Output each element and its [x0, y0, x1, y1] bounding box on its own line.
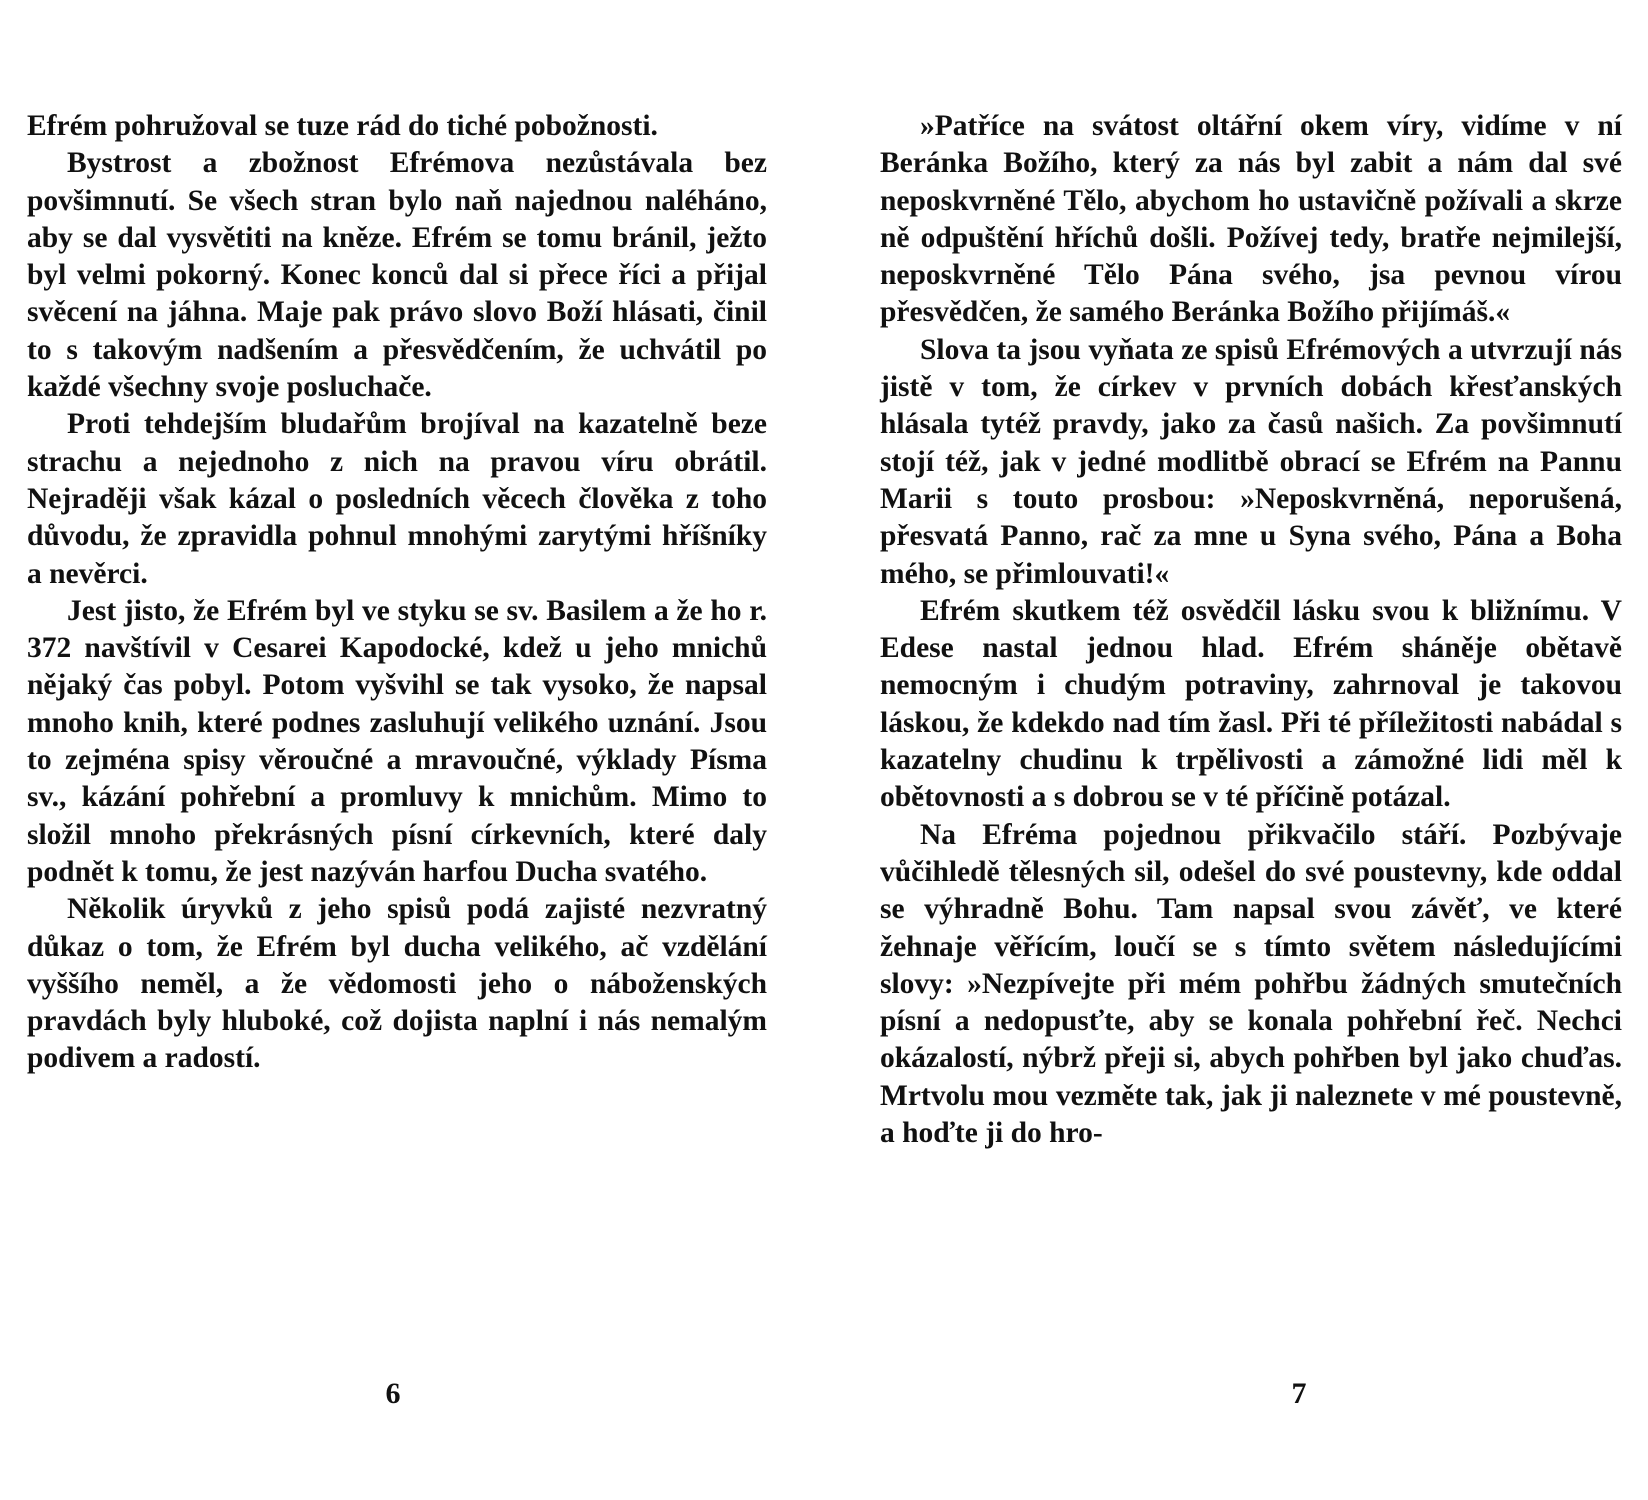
left-paragraph-1: Efrém pohružoval se tuze rád do tiché pobožnosti.	[27, 110, 658, 142]
left-page-number: 6	[385, 1377, 401, 1410]
left-paragraph-5: Několik úryvků z jeho spisů podá zajisté nezvratný důkaz o tom, že Efrém byl ducha velikého, ač vzdělání vyššího neměl, a že vědomosti jeho o náboženských pravdách byly hluboké, což dojista naplní i nás nemalým podivem a radostí.	[27, 893, 767, 1075]
left-paragraph-3: Proti tehdejším bludařům brojíval na kazatelně beze strachu a nejednoho z nich na pravou víru obrátil. Nejraději však kázal o posledních věcech člověka z toho důvodu, že zpravidla pohnul mnohými zarytými hříšníky a nevěrci.	[27, 408, 767, 590]
right-paragraph-2: Slova ta jsou vyňata ze spisů Efrémových a utvrzují nás jistě v tom, že církev v prvních dobách křesťanských hlásala tytéž pravdy, jako za časů našich. Za povšimnutí stojí též, jak v jedné modlitbě obrací se Efrém na Pannu Marii s touto prosbou: »Neposkvrněná, neporušená, přesvatá Panno, rač za mne u Syna svého, Pána a Boha mého, se přimlouvati!«	[880, 333, 1622, 590]
right-paragraph-4: Na Efréma pojednou přikvačilo stáří. Pozbývaje vůčihledě tělesných sil, odešel do své poustevny, kde oddal se výhradně Bohu. Tam napsal svou závěť, ve které žehnaje věřícím, loučí se s tímto světem následujícími slovy: »Nezpívejte při mém pohřbu žádných smutečních písní a nedopusťte, aby se konala pohřební řeč. Nechci okázalostí, nýbrž přeji si, abych pohřben byl jako chuďas. Mrtvolu mou vezměte tak, jak ji naleznete v mé poustevně, a hoďte ji do hro-	[880, 818, 1622, 1150]
left-page-text	[27, 108, 767, 1078]
right-paragraph-1: »Patříce na svátost oltářní okem víry, vidíme v ní Beránka Božího, který za nás byl zabit a nám dal své neposkvrněné Tělo, abychom ho ustavičně požívali a skrze ně odpuštění hříchů došli. Požívej tedy, bratře nejmilejší, neposkvrněné Tělo Pána svého, jsa pevnou vírou přesvědčen, že samého Beránka Božího přijímáš.«	[880, 110, 1622, 329]
right-paragraph-3: Efrém skutkem též osvědčil lásku svou k bližnímu. V Edese nastal jednou hlad. Efrém sháněje obětavě nemocným i chudým potraviny, zahrnoval je takovou láskou, že kdekdo nad tím žasl. Při té příležitosti nabádal s kazatelny chudinu k trpělivosti a zámožné lidi měl k obětovnosti a s dobrou se v té příčině potázal.	[880, 594, 1622, 814]
left-paragraph-2: Bystrost a zbožnost Efrémova nezůstávala bez povšimnutí. Se všech stran bylo naň najednou naléháno, aby se dal vysvětiti na kněze. Efrém se tomu bránil, ježto byl velmi pokorný. Konec konců dal si přece říci a přijal svěcení na jáhna. Maje pak právo slovo Boží hlásati, činil to s takovým nadšením a přesvědčením, že uchvátil po každé všechny svoje posluchače.	[27, 147, 767, 404]
right-page-number: 7	[1291, 1377, 1307, 1410]
right-page	[824, 0, 1648, 1500]
left-paragraph-4: Jest jisto, že Efrém byl ve styku se sv. Basilem a že ho r. 372 navštívil v Cesarei Kapodocké, kdež u jeho mnichů nějaký čas pobyl. Potom vyšvihl se tak vysoko, že napsal mnoho knih, které podnes zasluhují velikého uznání. Jsou to zejména spisy věroučné a mravoučné, výklady Písma sv., kázání pohřební a promluvy k mnichům. Mimo to složil mnoho překrásných písní církevních, které daly podnět k tomu, že jest nazýván harfou Ducha svatého.	[27, 594, 767, 888]
right-page-text	[880, 108, 1622, 1152]
